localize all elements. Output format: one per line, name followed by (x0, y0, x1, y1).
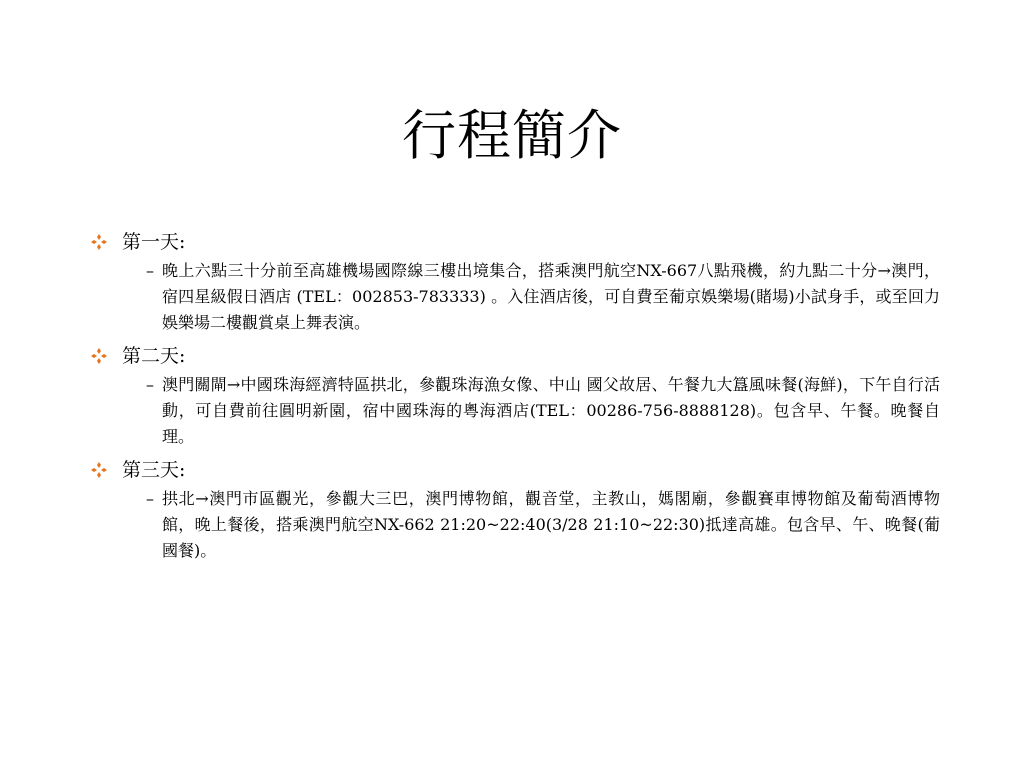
day-heading-label: 第三天: (122, 459, 186, 481)
day-heading (90, 342, 940, 370)
orange-diamond-icon (90, 228, 114, 256)
day-heading-label: 第二天: (122, 345, 186, 367)
dash-marker: – (146, 375, 154, 394)
day-detail-text: 晚上六點三十分前至高雄機場國際線三樓出境集合，搭乘澳門航空NX-667八點飛機，約九點二十分→澳門，宿四星級假日酒店 (TEL：002853-783333) 。入住酒店後，可自費至葡京娛樂場(賭場)小試身手，或至回力娛樂場二樓觀賞桌上舞表演。 (162, 261, 940, 332)
itinerary-list (90, 228, 940, 570)
day-detail-text: 澳門關閘→中國珠海經濟特區拱北，參觀珠海漁女像、中山 國父故居、午餐九大簋風味餐(海鮮)，下午自行活動，可自費前往圓明新園，宿中國珠海的粵海酒店(TEL：00286-756-8888128)。包含早、午餐。晚餐自理。 (162, 375, 940, 446)
day-item (90, 456, 940, 564)
day-item (90, 342, 940, 450)
day-heading (90, 228, 940, 256)
day-detail (146, 372, 940, 450)
dash-marker: – (146, 489, 154, 508)
day-heading (90, 456, 940, 484)
day-detail (146, 258, 940, 336)
day-detail (146, 486, 940, 564)
orange-diamond-icon (90, 456, 114, 484)
orange-diamond-icon (90, 342, 114, 370)
slide-title: 行程簡介 (402, 104, 622, 167)
day-item (90, 228, 940, 336)
day-detail-text: 拱北→澳門市區觀光，參觀大三巴，澳門博物館，觀音堂，主教山，媽閣廟，參觀賽車博物館及葡萄酒博物館，晚上餐後，搭乘澳門航空NX-662 21:20~22:40(3/28 21:10~22:30)抵達高雄。包含早、午、晚餐(葡國餐)。 (162, 489, 940, 560)
day-heading-label: 第一天: (122, 231, 186, 253)
dash-marker: – (146, 261, 154, 280)
